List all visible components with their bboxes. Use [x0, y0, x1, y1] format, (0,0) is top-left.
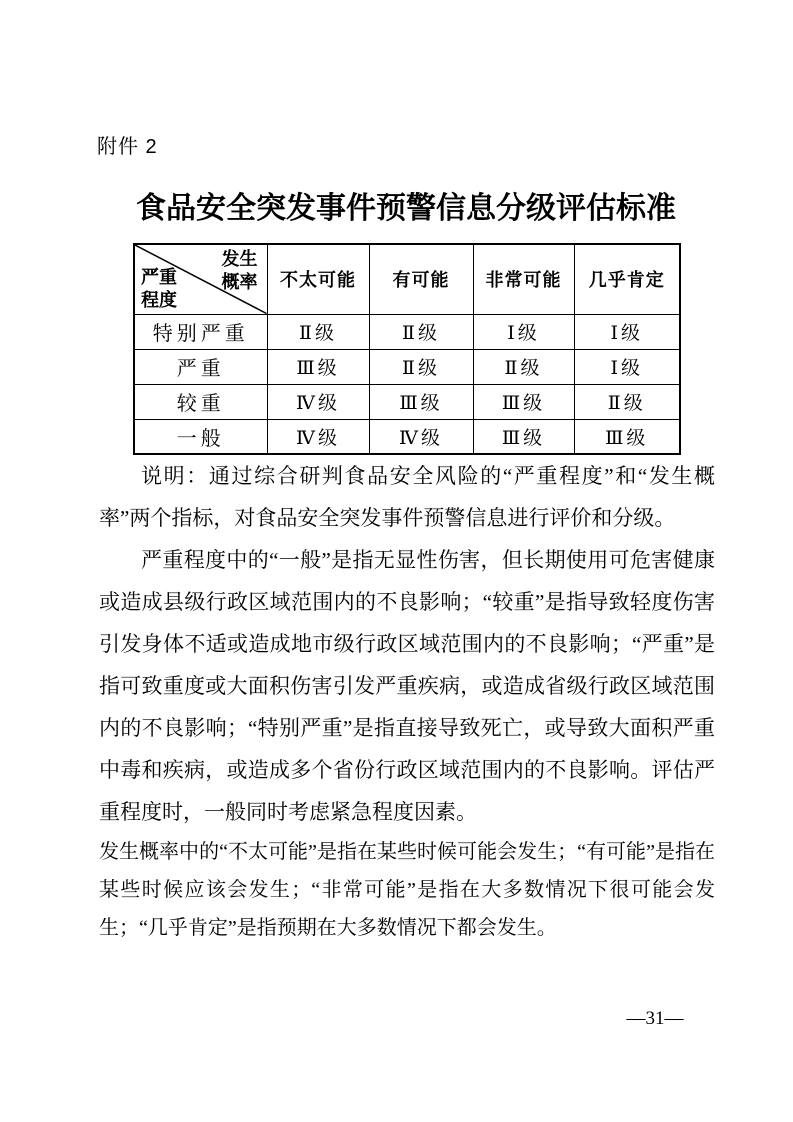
grade-cell: Ⅰ级 — [574, 314, 680, 349]
corner-probability-line2: 概率 — [221, 272, 258, 292]
table-row — [134, 349, 680, 384]
grade-cell: Ⅲ级 — [473, 384, 574, 419]
paragraph-probability-definitions: 发生概率中的“不太可能”是指在某些时候可能会发生；“有可能”是指在某些时候应该会发生；“非常可能”是指在大多数情况下很可能会发生；“几乎肯定”是指预期在大多数情况下都会发生。 — [99, 841, 715, 939]
table-header-row — [134, 244, 680, 314]
grade-cell: Ⅳ级 — [369, 419, 473, 454]
body-text — [99, 455, 715, 947]
column-header-possible: 有可能 — [369, 244, 473, 314]
grading-table — [133, 243, 681, 455]
page-title: 食品安全突发事件预警信息分级评估标准 — [136, 192, 676, 225]
paragraph-note: 说明：通过综合研判食品安全风险的“严重程度”和“发生概率”两个指标，对食品安全突发事件预警信息进行评价和分级。 — [99, 464, 715, 530]
corner-severity-line2: 程度 — [141, 289, 177, 310]
grade-cell: Ⅳ级 — [267, 384, 369, 419]
grade-cell: Ⅱ级 — [267, 314, 369, 349]
corner-cell — [134, 244, 267, 314]
corner-probability-label — [222, 248, 258, 294]
corner-probability-line1: 发生 — [221, 249, 258, 269]
grade-cell: Ⅲ级 — [267, 349, 369, 384]
paragraph-severity-definitions: 严重程度中的“一般”是指无显性伤害，但长期使用可危害健康或造成县级行政区域范围内的不良影响；“较重”是指导致轻度伤害引发身体不适或造成地市级行政区域范围内的不良影响；“严重”是指可致重度或大面积伤害引发严重疾病，或造成省级行政区域范围内的不良影响；“特别严重”是指直接导致死亡，或导致大面积严重中毒和疾病，或造成多个省份行政区域范围内的不良影响。评估严重程度时，一般同时考虑紧急程度因素。 — [99, 548, 715, 824]
page-number: —31— — [626, 1008, 684, 1029]
table-row — [134, 314, 680, 349]
row-label-severe: 严重 — [134, 349, 267, 384]
grade-cell: Ⅲ级 — [369, 384, 473, 419]
grade-cell: Ⅰ级 — [574, 349, 680, 384]
corner-severity-line1: 严重 — [141, 266, 177, 287]
grade-cell: Ⅳ级 — [267, 419, 369, 454]
grade-cell: Ⅱ级 — [473, 349, 574, 384]
grade-cell: Ⅲ级 — [473, 419, 574, 454]
row-label-general: 一般 — [134, 419, 267, 454]
attachment-label: 附件 2 — [97, 136, 158, 158]
grade-cell: Ⅱ级 — [369, 349, 473, 384]
column-header-very-likely: 非常可能 — [473, 244, 574, 314]
row-label-moderate: 较重 — [134, 384, 267, 419]
grade-cell: Ⅰ级 — [473, 314, 574, 349]
table-row — [134, 384, 680, 419]
table-row — [134, 419, 680, 454]
grade-cell: Ⅱ级 — [369, 314, 473, 349]
grade-cell: Ⅱ级 — [574, 384, 680, 419]
grade-cell: Ⅲ级 — [574, 419, 680, 454]
row-label-extremely-severe: 特别严重 — [134, 314, 267, 349]
corner-severity-label — [141, 266, 177, 312]
column-header-almost-certain: 几乎肯定 — [574, 244, 680, 314]
column-header-unlikely: 不太可能 — [267, 244, 369, 314]
